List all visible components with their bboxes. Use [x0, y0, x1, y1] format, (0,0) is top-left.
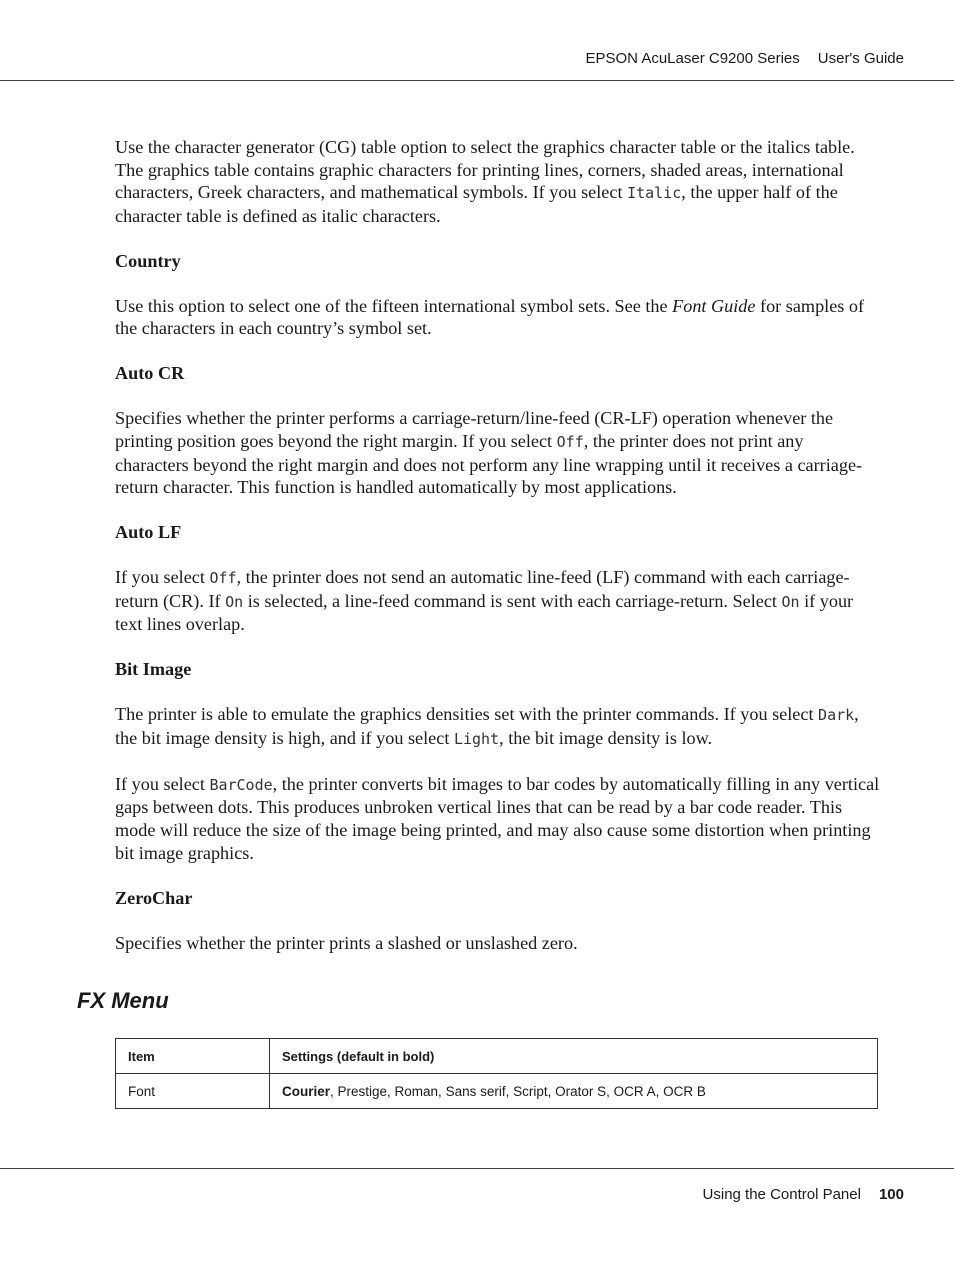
- header-divider: [0, 80, 954, 81]
- bit-image-paragraph-1: The printer is able to emulate the graphics densities set with the printer commands. If you select Dark, the bit image density is high, and if you select Light, the bit image density is low.: [115, 704, 859, 748]
- zerochar-paragraph: Specifies whether the printer prints a slashed or unslashed zero.: [115, 932, 578, 953]
- country-paragraph: Use this option to select one of the fifteen international symbol sets. See the Font Guide for samples of the characters in each country’s symbol set.: [115, 295, 865, 339]
- table-row: [116, 1074, 878, 1109]
- code-on: On: [781, 592, 800, 611]
- bit-image-heading: Bit Image: [115, 659, 192, 680]
- footer-section-title: Using the Control Panel: [702, 1186, 861, 1203]
- fx-menu-table: [115, 1038, 878, 1109]
- code-on: On: [225, 592, 244, 611]
- auto-lf-heading: Auto LF: [115, 522, 182, 543]
- code-italic: Italic: [627, 184, 682, 203]
- column-header-item: Item: [116, 1039, 270, 1074]
- bit-image-paragraph-2: If you select BarCode, the printer converts bit images to bar codes by automatically filling in any vertical gaps between dots. This produces unbroken vertical lines that can be read by a bar code reader. This mode will reduce the size of the image being printed, and may also cause some distortion when printing bit image graphics.: [115, 773, 880, 863]
- cg-paragraph: Use the character generator (CG) table option to select the graphics character table or the italics table. The graphics table contains graphic characters for printing lines, corners, shaded areas, international characters, Greek characters, and mathematical symbols. If you select Italic, the upper half of the character table is defined as italic characters.: [115, 137, 855, 226]
- auto-cr-paragraph: Specifies whether the printer performs a carriage-return/line-feed (CR-LF) operation whenever the printing position goes beyond the right margin. If you select Off, the printer does not print any characters beyond the right margin and does not perform any line wrapping until it receives a carriage-return character. This function is handled automatically by most applications.: [115, 408, 863, 498]
- running-header: [585, 50, 904, 67]
- code-light: Light: [453, 729, 500, 748]
- header-product-title: EPSON AcuLaser C9200 Series: [585, 50, 800, 67]
- header-guide-title: User's Guide: [817, 50, 904, 67]
- column-header-settings: Settings (default in bold): [270, 1039, 878, 1074]
- code-off: Off: [209, 569, 237, 588]
- page-body: [115, 136, 880, 977]
- font-guide-reference: Font Guide: [672, 295, 756, 316]
- default-setting: Courier: [282, 1083, 331, 1099]
- table-header-row: [116, 1039, 878, 1074]
- code-off: Off: [556, 432, 584, 451]
- zerochar-heading: ZeroChar: [115, 887, 193, 908]
- row-settings-font: Courier, Prestige, Roman, Sans serif, Script, Orator S, OCR A, OCR B: [270, 1074, 878, 1109]
- running-footer: [703, 1186, 904, 1203]
- footer-divider: [0, 1168, 954, 1169]
- auto-cr-heading: Auto CR: [115, 363, 185, 384]
- code-barcode: BarCode: [209, 775, 273, 794]
- auto-lf-paragraph: If you select Off, the printer does not send an automatic line-feed (LF) command with each carriage-return (CR). If On is selected, a line-feed command is sent with each carriage-return. Select On if your text lines overlap.: [115, 567, 854, 635]
- page-number: 100: [878, 1186, 904, 1203]
- code-dark: Dark: [818, 706, 855, 725]
- country-heading: Country: [115, 250, 181, 271]
- row-item-font: Font: [116, 1074, 270, 1109]
- fx-menu-title: FX Menu: [77, 988, 169, 1013]
